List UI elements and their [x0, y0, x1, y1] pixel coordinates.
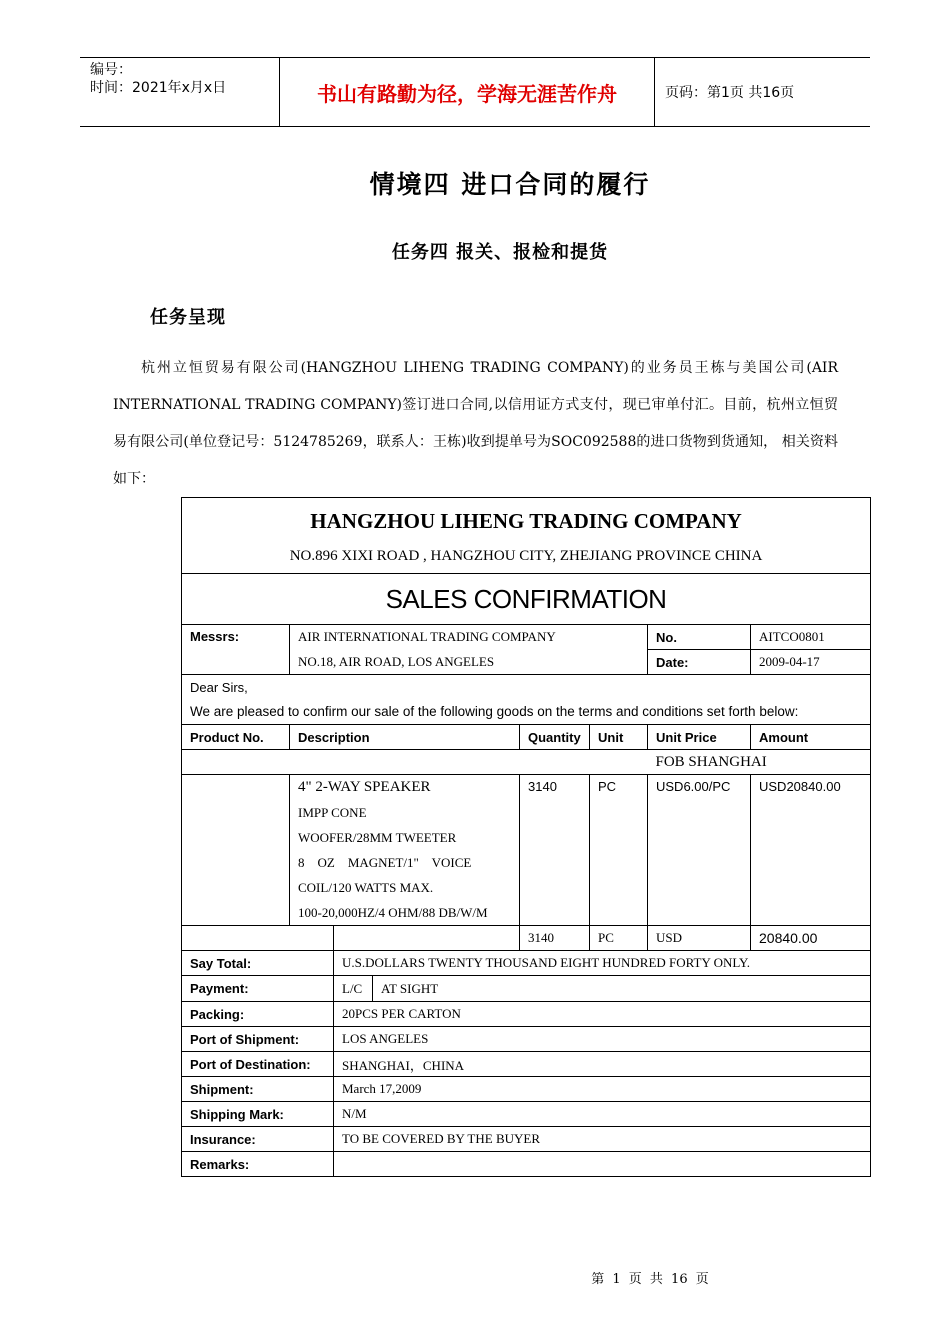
packing-value: 20PCS PER CARTON [334, 1002, 871, 1027]
payment-method: L/C [334, 976, 373, 1001]
date-value: 2009-04-17 [751, 650, 871, 675]
total-blank-2 [334, 926, 520, 951]
greeting: Dear Sirs, [182, 675, 871, 700]
no-label: No. [648, 625, 751, 650]
col-amount: Amount [751, 725, 871, 750]
header-motto: 书山有路勤为径，学海无涯苦作舟 [280, 58, 655, 126]
date-label: Date: [648, 650, 751, 675]
item-description-line: 100-20,000HZ/4 OHM/88 DB/W/M [298, 905, 488, 920]
port-of-shipment-label: Port of Shipment: [182, 1027, 334, 1052]
document-subtitle: 任务四 报关、报检和提货 [391, 242, 609, 263]
port-of-destination-label: Port of Destination: [182, 1052, 334, 1077]
shipment-label: Shipment: [182, 1077, 334, 1102]
item-description-line: 8 OZ MAGNET/1" VOICE [298, 855, 472, 870]
item-amount: USD20840.00 [751, 775, 871, 926]
remarks-value [334, 1152, 871, 1177]
item-description-title: 4" 2-WAY SPEAKER [298, 779, 431, 795]
buyer-name: AIR INTERNATIONAL TRADING COMPANY [290, 625, 648, 650]
col-unit-price: Unit Price [648, 725, 751, 750]
shipment-value: March 17,2009 [334, 1077, 871, 1102]
packing-label: Packing: [182, 1002, 334, 1027]
total-quantity: 3140 [520, 926, 590, 951]
col-description: Description [290, 725, 520, 750]
sales-confirmation-title: SALES CONFIRMATION [182, 574, 871, 625]
buyer-address: NO.18, AIR ROAD, LOS ANGELES [290, 650, 648, 675]
insurance-value: TO BE COVERED BY THE BUYER [334, 1127, 871, 1152]
price-term-spacer [182, 750, 648, 775]
section-title: 任务呈现 [150, 307, 226, 328]
payment-term: AT SIGHT [381, 980, 439, 996]
say-total-label: Say Total: [182, 951, 334, 976]
item-description-line: COIL/120 WATTS MAX. [298, 880, 434, 895]
payment-label: Payment: [182, 976, 334, 1002]
price-term: FOB SHANGHAI [648, 750, 871, 775]
sales-confirmation-table [181, 497, 871, 1177]
say-total-value: U.S.DOLLARS TWENTY THOUSAND EIGHT HUNDRED FORTY ONLY. [334, 951, 871, 976]
page-footer: 第 1 页 共 16 页 [591, 1272, 709, 1287]
header-page-info: 页码：第1页 共16页 [665, 85, 795, 101]
shipping-mark-label: Shipping Mark: [182, 1102, 334, 1127]
document-title: 情境四 进口合同的履行 [369, 170, 651, 199]
intro-text: We are pleased to confirm our sale of the following goods on the terms and conditions set forth below: [182, 700, 871, 725]
intro-paragraph: 杭州立恒贸易有限公司(HANGZHOU LIHENG TRADING COMPANY)的业务员王栋与美国公司(AIR INTERNATIONAL TRADING COMPANY)签订进口合同,以信用证方式支付，现已审单付汇。目前，杭州立恒贸易有限公司(单位登记号：5124785269，联系人：王栋)收到提单号为SOC092588的进口货物到货通知， 相关资料如下： [113, 360, 838, 487]
remarks-label: Remarks: [182, 1152, 334, 1177]
item-quantity: 3140 [520, 775, 590, 926]
total-blank-1 [182, 926, 334, 951]
header-meta [80, 58, 280, 126]
messrs-label: Messrs: [182, 625, 290, 675]
item-unit: PC [590, 775, 648, 926]
port-of-destination-value: SHANGHAI，CHINA [334, 1052, 871, 1077]
total-unit: PC [590, 926, 648, 951]
total-amount: 20840.00 [751, 926, 871, 951]
insurance-label: Insurance: [182, 1127, 334, 1152]
payment-value [334, 976, 871, 1002]
item-description-line: IMPP CONE [298, 805, 367, 820]
item-product-no [182, 775, 290, 926]
item-description [290, 775, 520, 926]
no-value: AITCO0801 [751, 625, 871, 650]
number-label: 编号： [90, 62, 132, 78]
col-product-no: Product No. [182, 725, 290, 750]
port-of-shipment-value: LOS ANGELES [334, 1027, 871, 1052]
col-quantity: Quantity [520, 725, 590, 750]
time-label: 时间：2021年x月x日 [90, 80, 227, 96]
shipping-mark-value: N/M [334, 1102, 871, 1127]
col-unit: Unit [590, 725, 648, 750]
total-currency: USD [648, 926, 751, 951]
item-unit-price: USD6.00/PC [648, 775, 751, 926]
item-description-line: WOOFER/28MM TWEETER [298, 830, 457, 845]
company-address: NO.896 XIXI ROAD , HANGZHOU CITY, ZHEJIANG PROVINCE CHINA [182, 540, 871, 574]
company-name: HANGZHOU LIHENG TRADING COMPANY [182, 498, 871, 540]
document-header [80, 57, 870, 127]
